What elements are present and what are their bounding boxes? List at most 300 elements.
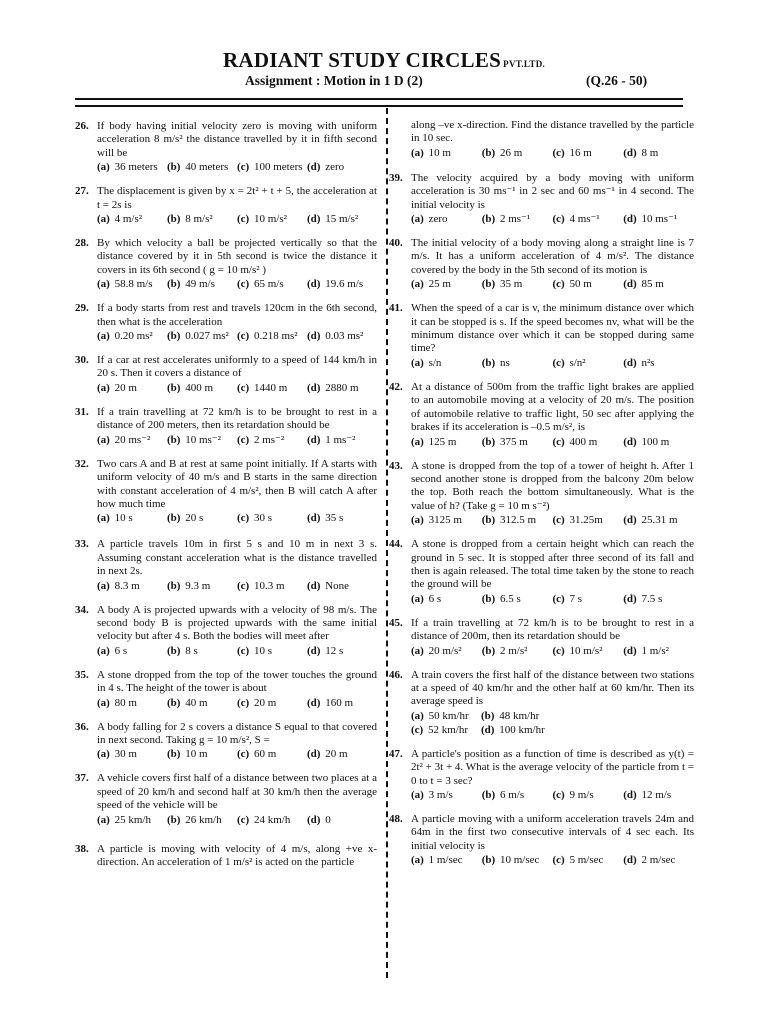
question-body — [97, 354, 377, 395]
option-letter: (a) — [411, 854, 424, 867]
answer-option: (a) 20 ms⁻² — [97, 433, 151, 446]
option-letter: (b) — [481, 789, 496, 801]
answer-options — [97, 579, 377, 593]
answer-option: (d) None — [307, 579, 350, 592]
question-text: At a distance of 500m from the traffic light brakes are applied to an automobile moving at a velocity of 20 m/s. The position of automobile relative to traffic light, 50 sec after applying the brakes if its acceleration is –0.5 m/s², is — [411, 380, 694, 434]
option-letter: (d) — [623, 435, 637, 448]
option-letter: (b) — [167, 161, 181, 174]
option-letter: (d) — [623, 854, 637, 867]
question-text: along –ve x-direction. Find the distance travelled by the particle in 10 sec. — [411, 119, 694, 145]
question-number: 44. — [389, 538, 403, 551]
question-body — [97, 406, 377, 447]
option-letter: (a) — [97, 696, 110, 709]
question-number: 32. — [75, 457, 89, 470]
question-text: A train covers the first half of the distance between two stations at a speed of 40 km/hr and the other half at 60 km/hr. Then its average speed is — [411, 668, 694, 708]
option-letter: (a) — [411, 644, 424, 657]
answer-option: (d) 2 m/sec — [623, 854, 676, 867]
option-letter: (c) — [552, 514, 565, 527]
question-number: 38. — [75, 842, 89, 855]
answer-option: (d) 1 ms⁻² — [307, 433, 356, 446]
answer-option: (a) 80 m — [97, 696, 137, 709]
answer-option: (a) 25 m — [411, 278, 451, 291]
answer-option: (d) 7.5 s — [623, 592, 663, 605]
question-text: A stone is dropped from the top of a tower of height h. After 1 second another stone is dropped from the balcony 20m below the top. Both reach the bottom simultaneously. What is the value of h? (Take g = 10 m s⁻²) — [411, 459, 694, 512]
answer-option: (a) 6 s — [411, 592, 442, 605]
answer-option: (d) 20 m — [307, 748, 348, 761]
option-letter: (d) — [307, 813, 321, 826]
option-letter: (a) — [411, 592, 424, 605]
question-number: 45. — [389, 616, 403, 629]
answer-options — [411, 146, 694, 160]
option-letter: (a) — [97, 278, 110, 291]
option-letter: (c) — [237, 381, 250, 394]
question-item — [75, 669, 377, 710]
answer-options — [97, 381, 377, 395]
answer-option: (b) 8 s — [167, 644, 198, 657]
option-letter: (b) — [481, 278, 496, 291]
option-letter: (a) — [97, 512, 110, 525]
answer-option: (a) 20 m/s² — [411, 644, 462, 657]
answer-option: (b) 2 ms⁻¹ — [481, 213, 531, 226]
answer-option: (b) 6.5 s — [481, 592, 521, 605]
answer-option: (d) 2880 m — [307, 381, 359, 394]
option-letter: (b) — [167, 644, 181, 657]
question-body — [97, 185, 377, 226]
option-letter: (d) — [307, 433, 321, 446]
option-letter: (b) — [167, 381, 181, 394]
answer-options — [411, 592, 694, 606]
answer-option: (d) 10 ms⁻¹ — [623, 213, 678, 226]
option-letter: (b) — [481, 514, 496, 527]
question-number: 47. — [389, 747, 403, 760]
answer-options — [97, 747, 377, 761]
answer-option: (c) 2 ms⁻² — [237, 433, 285, 446]
question-text: By which velocity a ball be projected vertically so that the distance covered by it in 5th second is twice the distance it covers in its 6th second ( g = 10 m/s² ) — [97, 237, 377, 276]
answer-options — [97, 644, 377, 658]
answer-option: (c) 65 m/s — [237, 278, 284, 291]
option-letter: (d) — [307, 512, 321, 525]
option-letter: (a) — [97, 644, 110, 657]
question-text: A particle moving with a uniform acceleration travels 24m and 64m in the first two consecutive intervals of 4 sec each. Its initial velocity is — [411, 813, 694, 852]
answer-option: (c) 31.25m — [552, 514, 603, 527]
option-letter: (d) — [307, 696, 321, 709]
option-letter: (d) — [623, 278, 637, 291]
answer-option: (a) 20 m — [97, 381, 137, 394]
question-body — [411, 460, 694, 528]
question-text: A particle is moving with velocity of 4 m/s, along +ve x-direction. An acceleration of 1 m/s² is acted on the particle — [97, 842, 377, 868]
question-item — [75, 354, 377, 395]
option-letter: (a) — [97, 213, 110, 226]
right-column — [389, 120, 694, 867]
question-body — [97, 237, 377, 291]
answer-option: (b) 49 m/s — [167, 278, 215, 291]
question-item — [389, 237, 694, 291]
left-column — [75, 120, 377, 869]
option-letter: (d) — [481, 723, 495, 736]
question-number: 41. — [389, 302, 403, 315]
option-letter: (b) — [167, 813, 181, 826]
answer-option: (d) zero — [307, 161, 345, 174]
question-text: A particle travels 10m in first 5 s and 10 m in next 3 s. Assuming constant acceleration what is the distance travelled in next 2s. — [97, 538, 377, 578]
answer-option: (a) 58.8 m/s — [97, 278, 153, 291]
option-letter: (d) — [307, 161, 321, 174]
question-item — [389, 617, 694, 658]
question-text: A vehicle covers first half of a distance between two places at a speed of 20 km/h and second half at 30 km/h then the average speed of the vehicle will be — [97, 772, 377, 812]
answer-option: (c) 100 meters — [237, 161, 303, 174]
option-letter: (c) — [552, 278, 565, 291]
question-body — [97, 458, 377, 526]
question-item — [75, 772, 377, 826]
question-item — [75, 604, 377, 658]
answer-option: (a) 25 km/h — [97, 813, 151, 826]
option-letter: (b) — [481, 435, 496, 448]
option-letter: (c) — [237, 512, 250, 525]
option-letter: (a) — [97, 748, 110, 761]
answer-option: (d) 100 m — [623, 435, 670, 448]
question-text: If a train travelling at 72 km/h is to be brought to rest in a distance of 200 meters, then its retardation should be — [97, 405, 377, 432]
option-letter: (d) — [307, 278, 321, 291]
option-letter: (b) — [167, 433, 181, 446]
question-text: If a car at rest accelerates uniformly to a speed of 144 km/h in 20 s. Then it covers a distance of — [97, 354, 377, 380]
question-item — [389, 302, 694, 370]
option-letter: (b) — [167, 748, 181, 761]
question-number: 29. — [75, 302, 89, 315]
answer-option: (b) 9.3 m — [167, 579, 211, 592]
answer-option: (c) 4 ms⁻¹ — [552, 213, 600, 226]
answer-option: (a) 10 s — [97, 512, 133, 525]
question-body — [97, 721, 377, 762]
answer-option: (c) 0.218 ms² — [237, 330, 298, 343]
question-text: If a train travelling at 72 km/h is to be brought to rest in a distance of 200m, then its retardation should be — [411, 616, 694, 643]
question-item — [389, 381, 694, 449]
question-body — [97, 843, 377, 870]
question-body — [97, 302, 377, 343]
option-letter: (a) — [411, 789, 424, 801]
answer-option: (c) 10.3 m — [237, 579, 285, 592]
option-letter: (d) — [623, 644, 637, 657]
answer-options — [411, 644, 694, 658]
answer-options — [411, 853, 694, 867]
option-letter: (a) — [97, 381, 110, 394]
title-text: RADIANT STUDY CIRCLES — [222, 48, 502, 72]
question-text: Two cars A and B at rest at same point initially. If A starts with uniform velocity of 40 m/s and B starts in the same direction with constant acceleration of 4 m/s², then B will catch A after how much time — [97, 457, 377, 510]
answer-option: (c) 16 m — [552, 146, 592, 159]
question-text: If a body starts from rest and travels 120cm in the 6th second, then what is the acceleration — [97, 302, 377, 328]
question-item — [75, 406, 377, 447]
question-body — [97, 120, 377, 174]
answer-option: (b) ns — [481, 356, 510, 369]
continuation-spacer — [389, 119, 411, 160]
question-body — [97, 772, 377, 826]
answer-option: (c) 52 km/hr — [411, 723, 468, 736]
question-body — [411, 617, 694, 658]
answer-options — [97, 277, 377, 291]
answer-option: (d) 15 m/s² — [307, 213, 359, 226]
answer-option: (a) 4 m/s² — [97, 213, 143, 226]
option-letter: (a) — [411, 146, 424, 159]
answer-option: (b) 35 m — [481, 278, 523, 291]
option-letter: (b) — [167, 213, 181, 226]
answer-options — [97, 511, 377, 525]
answer-option: (a) 30 m — [97, 748, 137, 761]
answer-option: (d) 35 s — [307, 512, 344, 525]
question-body — [411, 302, 694, 370]
answer-option: (b) 6 m/s — [481, 789, 525, 801]
question-text: A body A is projected upwards with a velocity of 98 m/s. The second body B is projected upwards with the same initial velocity but after 4 s. Both the bodies will meet after — [97, 603, 377, 643]
option-letter: (c) — [552, 435, 565, 448]
answer-option: (c) 10 m/s² — [237, 213, 287, 226]
answer-option: (b) 26 m — [481, 146, 523, 159]
answer-option: (d) 25.31 m — [623, 514, 678, 527]
question-number: 35. — [75, 668, 89, 681]
option-letter: (b) — [167, 579, 181, 592]
answer-option: (d) 1 m/s² — [623, 644, 669, 657]
option-letter: (b) — [167, 278, 181, 291]
option-letter: (a) — [411, 514, 424, 527]
question-body — [411, 538, 694, 606]
column-divider — [386, 108, 388, 978]
answer-option: (a) 0.20 ms² — [97, 330, 153, 343]
answer-options — [97, 433, 377, 447]
option-letter: (a) — [97, 161, 110, 174]
question-body — [411, 748, 694, 802]
option-letter: (b) — [481, 213, 496, 226]
answer-options — [97, 329, 377, 343]
option-letter: (a) — [97, 433, 110, 446]
question-text: A stone dropped from the top of the tower touches the ground in 4 s. The height of the tower is about — [97, 668, 377, 695]
answer-option: (a) zero — [411, 213, 448, 226]
question-body — [411, 119, 694, 160]
option-letter: (c) — [237, 644, 250, 657]
question-number: 40. — [389, 237, 403, 250]
option-letter: (b) — [167, 330, 181, 343]
answer-option: (d) 8 m — [623, 146, 659, 159]
answer-option: (d) 12 s — [307, 644, 344, 657]
option-letter: (d) — [307, 330, 321, 343]
answer-options — [411, 212, 694, 226]
answer-option: (c) 7 s — [552, 592, 582, 605]
option-letter: (d) — [307, 579, 321, 592]
question-text: When the speed of a car is v, the minimum distance over which it can be stopped is s. If the speed becomes nv, what will be the minimum distance over which it can be stopped during same time? — [411, 302, 694, 355]
option-letter: (a) — [411, 435, 424, 448]
answer-option: (b) 8 m/s² — [167, 213, 213, 226]
answer-option: (c) 50 m — [552, 278, 592, 291]
question-number: 28. — [75, 237, 89, 250]
answer-option: (c) 20 m — [237, 696, 277, 709]
option-letter: (c) — [237, 278, 250, 291]
answer-option: (c) 5 m/sec — [552, 854, 604, 867]
option-letter: (c) — [237, 748, 250, 761]
option-letter: (a) — [411, 356, 424, 369]
question-item — [75, 458, 377, 526]
question-number: 43. — [389, 459, 403, 472]
option-letter: (c) — [237, 696, 250, 709]
answer-option: (c) 10 s — [237, 644, 272, 657]
option-letter: (b) — [481, 592, 496, 605]
question-body — [97, 538, 377, 592]
question-item — [389, 813, 694, 867]
answer-option: (c) 24 km/h — [237, 813, 291, 826]
question-item — [75, 302, 377, 343]
question-number: 36. — [75, 720, 89, 733]
header-rule — [75, 98, 683, 107]
question-body — [411, 813, 694, 867]
answer-option: (b) 40 m — [167, 696, 208, 709]
option-letter: (a) — [97, 579, 110, 592]
question-number: 42. — [389, 380, 403, 393]
answer-option: (c) 1440 m — [237, 381, 288, 394]
question-item — [389, 460, 694, 528]
answer-option: (a) 3125 m — [411, 514, 462, 527]
option-letter: (d) — [307, 748, 321, 761]
page-title — [0, 48, 768, 73]
answer-option: (a) 1 m/sec — [411, 854, 463, 867]
question-body — [411, 237, 694, 291]
answer-option: (b) 10 ms⁻² — [167, 433, 221, 446]
question-item — [75, 843, 377, 870]
option-letter: (d) — [307, 381, 321, 394]
answer-option: (a) 8.3 m — [97, 579, 140, 592]
question-item — [389, 538, 694, 606]
option-letter: (a) — [411, 278, 424, 291]
question-number: 46. — [389, 668, 403, 681]
answer-option: (d) 12 m/s — [623, 789, 672, 801]
question-item — [75, 721, 377, 762]
question-item — [75, 185, 377, 226]
option-letter: (d) — [623, 514, 637, 527]
answer-option: (a) 10 m — [411, 146, 451, 159]
question-number: 27. — [75, 185, 89, 198]
option-letter: (c) — [552, 592, 565, 605]
answer-option: (b) 10 m/sec — [481, 854, 540, 867]
answer-option: (a) s/n — [411, 356, 442, 369]
answer-option: (a) 36 meters — [97, 161, 158, 174]
title-suffix: PVT.LTD. — [503, 59, 546, 69]
assignment-subtitle: Assignment : Motion in 1 D (2) — [245, 73, 423, 88]
question-item — [389, 669, 694, 737]
question-number: 30. — [75, 354, 89, 367]
answer-option: (c) 9 m/s — [552, 789, 594, 801]
question-number: 26. — [75, 120, 89, 132]
question-number: 33. — [75, 538, 89, 551]
question-body — [97, 604, 377, 658]
option-letter: (a) — [97, 813, 110, 826]
option-letter: (d) — [307, 644, 321, 657]
answer-options — [411, 277, 694, 291]
question-item — [389, 172, 694, 226]
option-letter: (a) — [97, 330, 110, 343]
option-letter: (c) — [552, 644, 565, 657]
answer-option: (a) 3 m/s — [411, 789, 453, 801]
question-body — [411, 172, 694, 226]
answer-option: (b) 312.5 m — [481, 514, 537, 527]
option-letter: (b) — [481, 356, 496, 369]
option-letter: (c) — [552, 146, 565, 159]
answer-option: (d) 85 m — [623, 278, 664, 291]
option-letter: (c) — [552, 356, 565, 369]
question-item — [75, 538, 377, 592]
answer-option: (d) 19.6 m/s — [307, 278, 364, 291]
option-letter: (d) — [623, 213, 637, 226]
answer-options — [97, 696, 377, 710]
question-text: A stone is dropped from a certain height which can reach the ground in 5 sec. It is stopped after three second of its fall and then is again released. The total time taken by the stone to reach the ground will be — [411, 538, 694, 591]
answer-option: (b) 375 m — [481, 435, 528, 448]
option-letter: (b) — [481, 854, 496, 867]
answer-options — [411, 513, 694, 527]
answer-option: (b) 48 km/hr — [481, 709, 540, 722]
question-number: 48. — [389, 813, 403, 825]
answer-option: (d) 160 m — [307, 696, 354, 709]
option-letter: (d) — [623, 356, 637, 369]
option-letter: (c) — [237, 813, 250, 826]
option-letter: (b) — [481, 146, 496, 159]
option-letter: (a) — [411, 213, 424, 226]
answer-option: (d) n²s — [623, 356, 655, 369]
option-letter: (d) — [623, 592, 637, 605]
option-letter: (c) — [237, 579, 250, 592]
answer-option: (a) 6 s — [97, 644, 128, 657]
question-item — [389, 748, 694, 802]
answer-options — [411, 356, 694, 370]
answer-option: (b) 26 km/h — [167, 813, 222, 826]
answer-options — [411, 435, 694, 449]
question-number: 34. — [75, 603, 89, 616]
answer-option: (b) 400 m — [167, 381, 214, 394]
answer-option: (c) s/n² — [552, 356, 586, 369]
answer-option: (b) 2 m/s² — [481, 644, 528, 657]
answer-option: (c) 10 m/s² — [552, 644, 603, 657]
option-letter: (b) — [167, 696, 181, 709]
answer-option: (c) 60 m — [237, 748, 277, 761]
answer-option: (c) 30 s — [237, 512, 272, 525]
answer-option: (d) 0.03 ms² — [307, 330, 364, 343]
question-text: A body falling for 2 s covers a distance S equal to that covered in next second. Taking g = 10 m/s², S = — [97, 720, 377, 746]
answer-options — [97, 160, 377, 174]
option-letter: (c) — [552, 213, 565, 226]
answer-options — [97, 212, 377, 226]
answer-option: (a) 50 km/hr — [411, 709, 469, 722]
answer-option: (b) 0.027 ms² — [167, 330, 229, 343]
option-letter: (c) — [411, 723, 424, 736]
question-text: The displacement is given by x = 2t² + t + 5, the acceleration at t = 2s is — [97, 185, 377, 211]
option-letter: (c) — [237, 433, 250, 446]
option-letter: (c) — [237, 213, 250, 226]
question-text: A particle's position as a function of time is described as y(t) = 2t² + 3t + 4. What is the average velocity of the particle from t = 0 to t = 3 sec? — [411, 747, 694, 787]
option-letter: (b) — [481, 644, 496, 657]
answer-options — [411, 788, 694, 802]
option-letter: (a) — [411, 709, 424, 722]
question-number: 31. — [75, 405, 89, 418]
question-range: (Q.26 - 50) — [586, 73, 648, 88]
answer-option: (a) 125 m — [411, 435, 457, 448]
question-body — [411, 381, 694, 449]
option-letter: (c) — [552, 789, 565, 801]
answer-options — [97, 813, 377, 827]
question-body — [411, 669, 694, 737]
question-body — [97, 669, 377, 710]
answer-option: (b) 10 m — [167, 748, 208, 761]
question-number: 39. — [389, 171, 403, 184]
option-letter: (d) — [623, 146, 637, 159]
option-letter: (d) — [307, 213, 321, 226]
option-letter: (c) — [552, 854, 565, 867]
option-letter: (b) — [167, 512, 181, 525]
option-letter: (c) — [237, 161, 250, 174]
option-letter: (d) — [623, 789, 637, 801]
question-item — [75, 120, 377, 174]
answer-option: (d) 0 — [307, 813, 331, 826]
question-item — [75, 237, 377, 291]
